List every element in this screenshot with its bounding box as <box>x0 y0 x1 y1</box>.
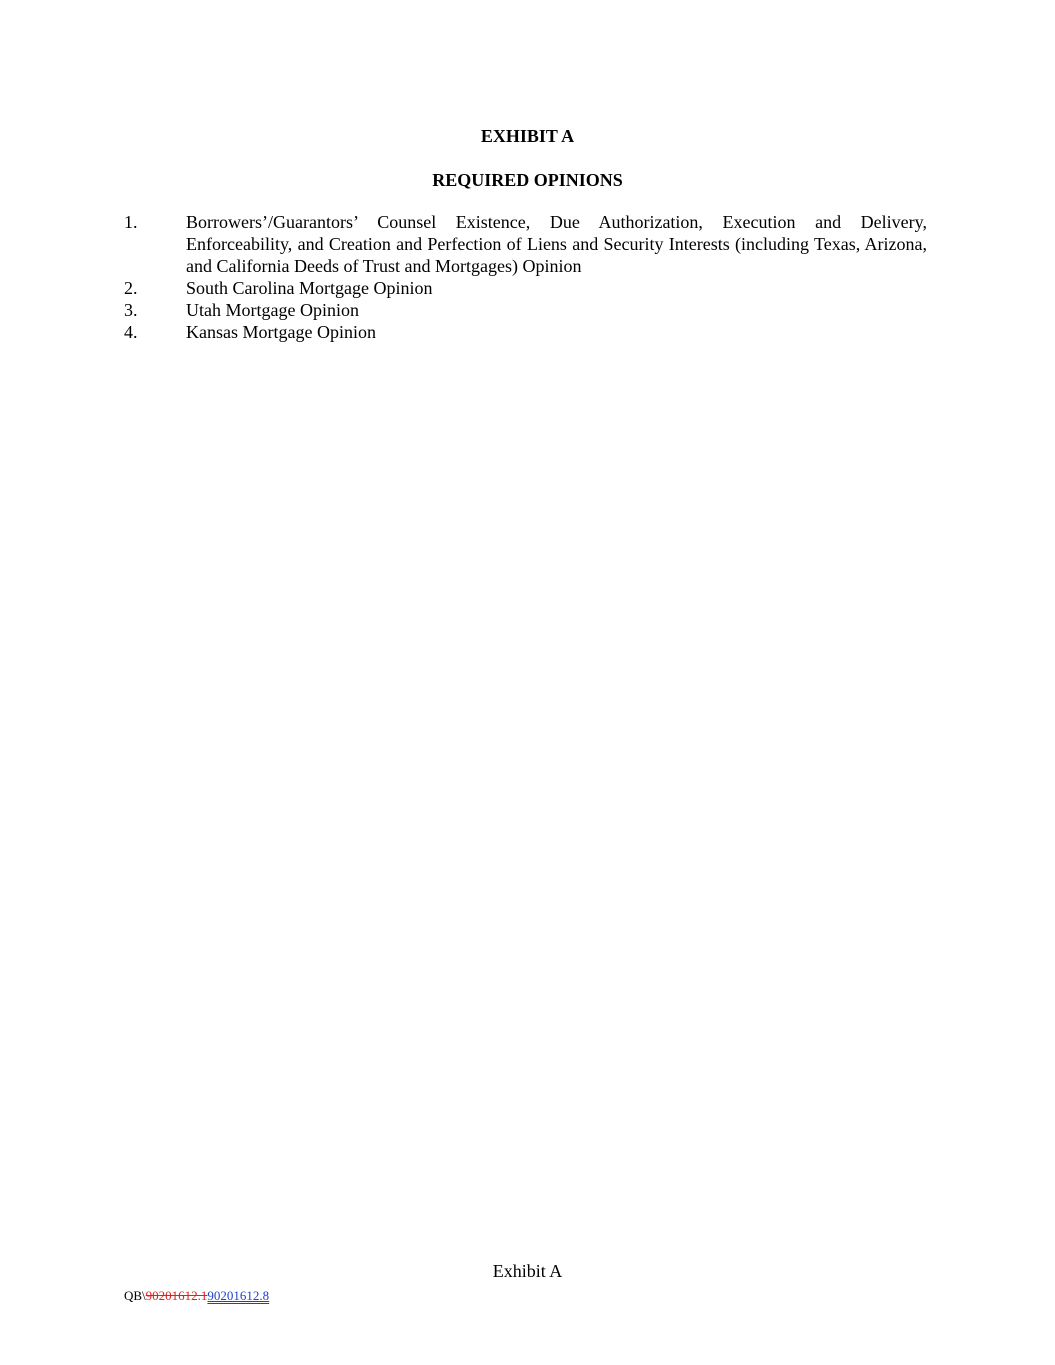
document-id-deleted: 90201612.1 <box>145 1288 208 1303</box>
required-opinions-list <box>124 211 927 343</box>
exhibit-title: EXHIBIT A <box>480 126 575 146</box>
list-item-text: Utah Mortgage Opinion <box>186 300 359 320</box>
list-item-number: 3. <box>124 300 138 320</box>
footer-page-label: Exhibit A <box>492 1261 563 1281</box>
list-item-number: 2. <box>124 278 138 298</box>
list-item <box>124 211 927 277</box>
list-item-text: Kansas Mortgage Opinion <box>186 322 376 342</box>
list-item-text: South Carolina Mortgage Opinion <box>186 278 433 298</box>
document-id <box>124 1288 269 1304</box>
section-title: REQUIRED OPINIONS <box>432 170 623 190</box>
list-item <box>124 277 927 299</box>
document-id-prefix: QB\ <box>124 1288 146 1303</box>
list-item <box>124 299 927 321</box>
list-item-number: 1. <box>124 212 138 232</box>
list-item-text: Borrowers’/Guarantors’ Counsel Existence, Due Authorization, Execution and Delivery, Enforceability, and Creation and Perfection of Liens and Security Interests (including Texas, Arizona, and California Deeds of Trust and Mortgages) Opinion <box>186 212 927 276</box>
list-item <box>124 321 927 343</box>
document-id-inserted: 90201612.8 <box>207 1288 270 1303</box>
list-item-number: 4. <box>124 322 138 342</box>
